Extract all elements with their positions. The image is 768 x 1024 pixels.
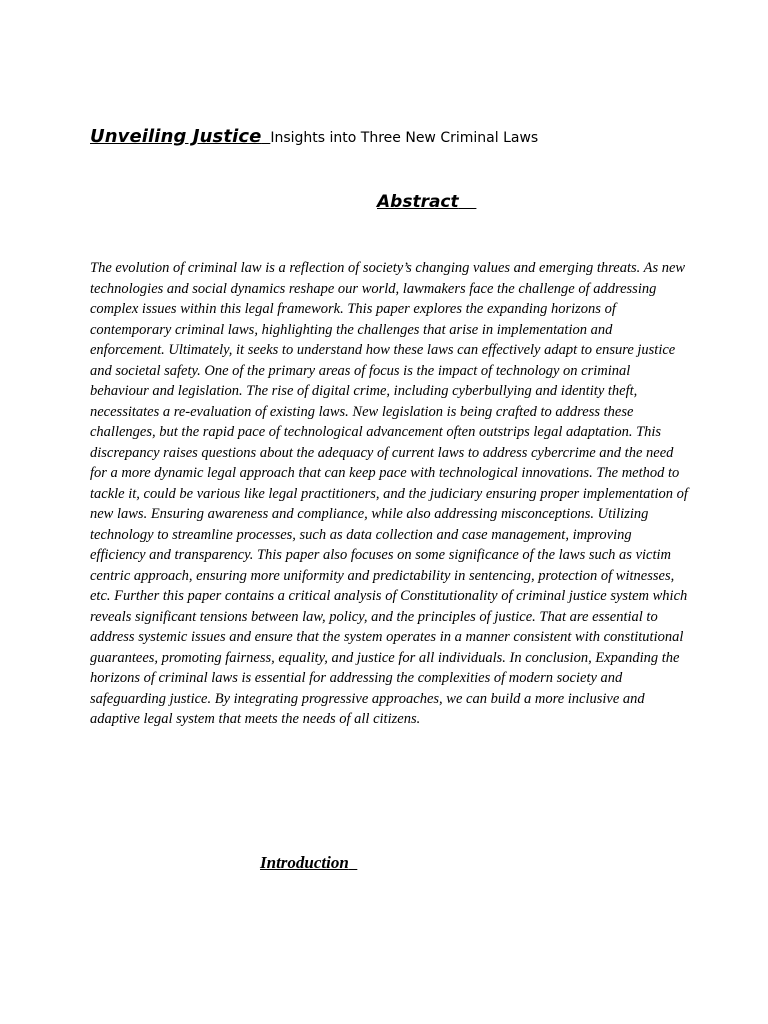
abstract-body: The evolution of criminal law is a reflection of society’s changing values and emerging threats. As new technologies and social dynamics reshape our world, lawmakers face the challenge of addressing complex issues within this legal framework. This paper explores the expanding horizons of contemporary criminal laws, highlighting the challenges that arise in implementation and enforcement. Ultimately, it seeks to understand how these laws can effectively adapt to ensure justice and societal safety. One of the primary areas of focus is the impact of technology on criminal behaviour and legislation. The rise of digital crime, including cyberbullying and identity theft, necessitates a re-evaluation of existing laws. New legislation is being crafted to address these challenges, but the rapid pace of technological advancement often outstrips legal adaptation. This discrepancy raises questions about the adequacy of current laws to address cybercrime and the need for a more dynamic legal approach that can keep pace with technological innovations. The method to tackle it, could be various like legal practitioners, and the judiciary ensuring proper implementation of new laws. Ensuring awareness and compliance, while also addressing misconceptions. Utilizing technology to streamline processes, such as data collection and case management, improving efficiency and transparency. This paper also focuses on some significance of the laws such as victim centric approach, ensuring more uniformity and predictability in sentencing, protection of witnesses, etc. Further this paper contains a critical analysis of Constitutionality of criminal justice system which reveals significant tensions between law, policy, and the principles of justice. That are essential to address systemic issues and ensure that the system operates in a manner consistent with constitutional guarantees, promoting fairness, equality, and justice for all individuals. In conclusion, Expanding the horizons of criminal laws is essential for addressing the complexities of modern society and safeguarding justice. By integrating progressive approaches, we can build a more inclusive and adaptive legal system that meets the needs of all citizens.	[90, 260, 688, 727]
title-underline-gap	[261, 130, 270, 146]
document-subtitle: Insights into Three New Criminal Laws	[270, 130, 539, 146]
abstract-heading	[377, 192, 476, 212]
page-title	[90, 126, 538, 147]
document-title: Unveiling Justice	[90, 126, 262, 147]
abstract-heading-text: Abstract	[377, 192, 459, 212]
introduction-heading	[260, 853, 357, 873]
introduction-heading-text: Introduction	[260, 853, 349, 872]
